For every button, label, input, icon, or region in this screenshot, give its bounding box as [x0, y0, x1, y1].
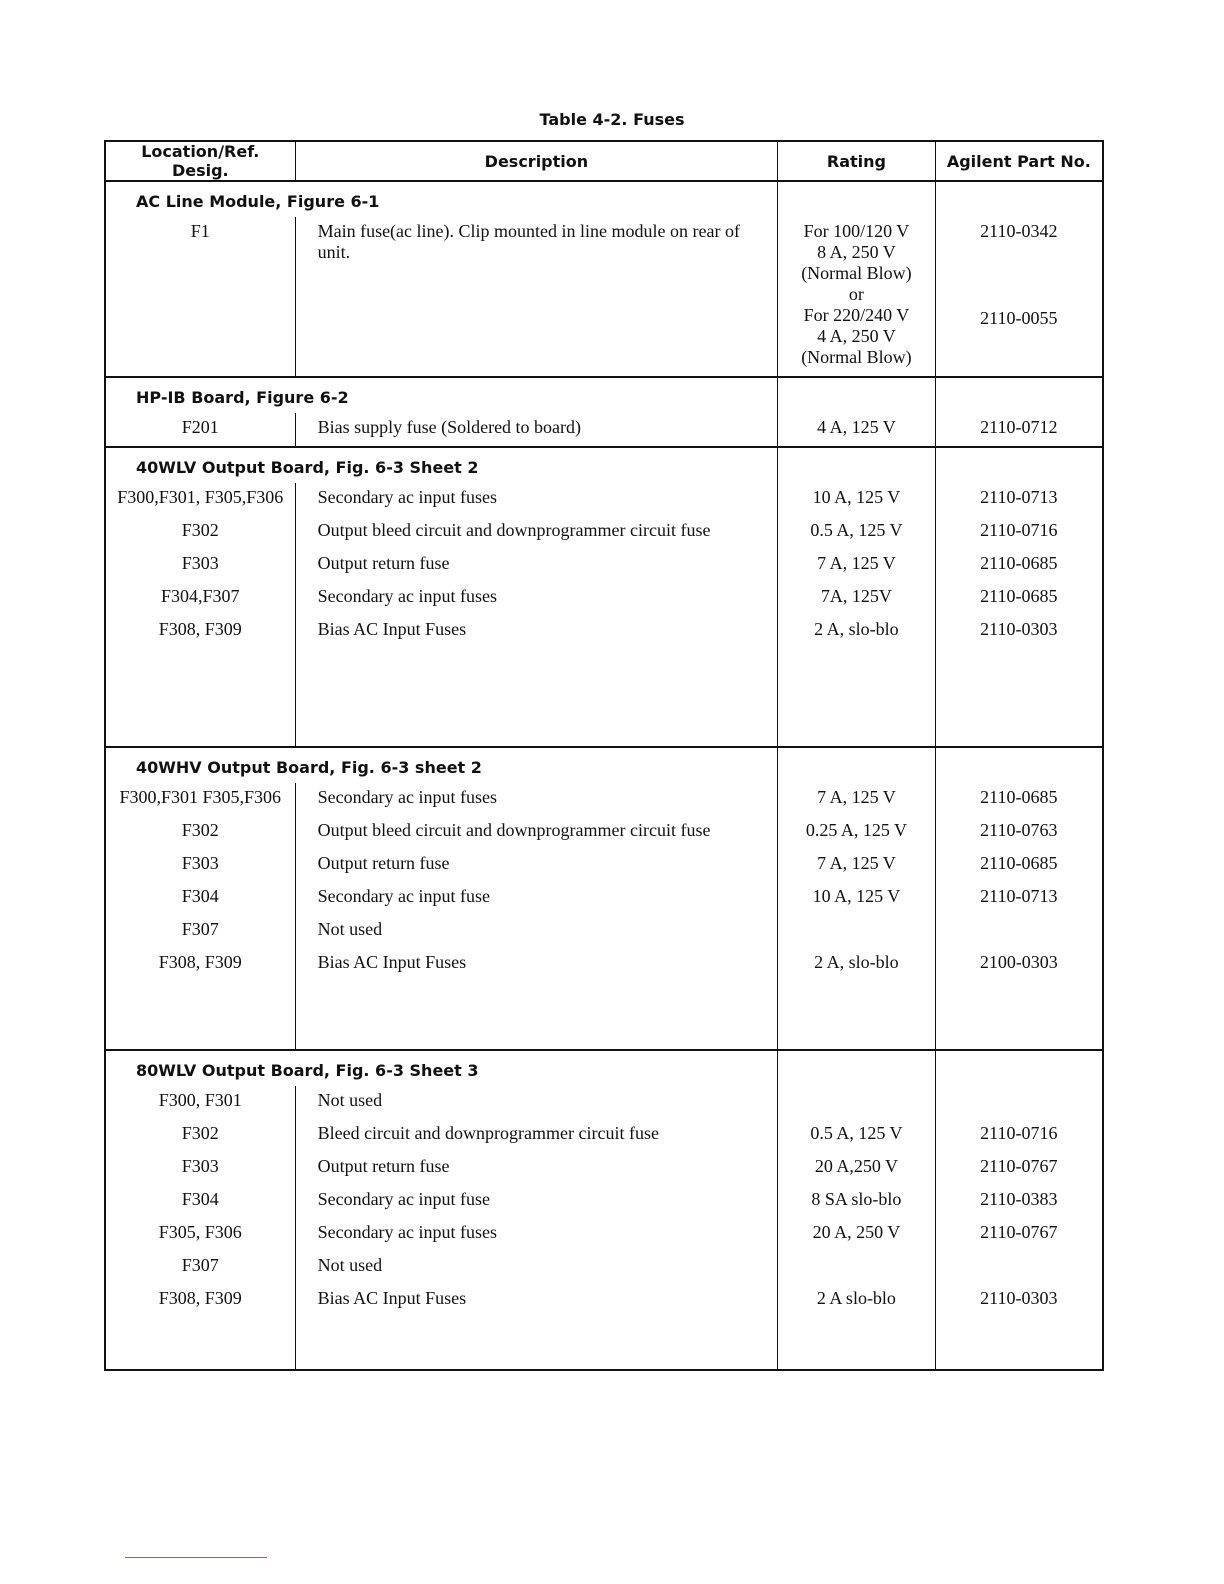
fuse-rating: 2 A slo-blo	[778, 1284, 935, 1317]
ref-designator: F300,F301 F305,F306	[119, 787, 282, 807]
fuse-rating-line: or	[848, 284, 864, 304]
table-row	[105, 1086, 1103, 1119]
ref-designator: F304,F307	[161, 586, 240, 606]
table-row	[105, 882, 1103, 915]
agilent-part-number: 2110-0716	[935, 1119, 1103, 1152]
ref-designator: F300,F301, F305,F306	[117, 487, 284, 507]
spacer-cell	[778, 981, 935, 1050]
fuse-rating	[778, 1251, 935, 1284]
table-row	[105, 217, 1103, 377]
table-row	[105, 516, 1103, 549]
spacer-cell	[935, 981, 1103, 1050]
table-row	[105, 413, 1103, 447]
section-heading: HP-IB Board, Figure 6-2	[105, 377, 778, 413]
agilent-part-number: 2110-0767	[935, 1152, 1103, 1185]
spacer-cell	[935, 1317, 1103, 1370]
fuse-rating: 20 A, 250 V	[778, 1218, 935, 1251]
ref-designator: F307	[181, 919, 219, 939]
section-heading: 40WLV Output Board, Fig. 6-3 Sheet 2	[105, 447, 778, 483]
fuse-rating: 2 A, slo-blo	[778, 615, 935, 648]
spacer-cell	[295, 981, 778, 1050]
fuse-description: Output bleed circuit and downprogrammer circuit fuse	[295, 816, 778, 849]
fuse-description: Secondary ac input fuse	[295, 882, 778, 915]
table-row	[105, 1284, 1103, 1317]
table-row	[105, 1119, 1103, 1152]
fuse-rating: 0.5 A, 125 V	[778, 516, 935, 549]
column-header-part-number: Agilent Part No.	[935, 141, 1103, 181]
section-heading-rating-blank	[778, 377, 935, 413]
section-header-row	[105, 447, 1103, 483]
section	[105, 747, 1103, 1050]
fuse-description: Output bleed circuit and downprogrammer circuit fuse	[295, 516, 778, 549]
fuse-rating	[778, 217, 935, 377]
fuse-rating: 2 A, slo-blo	[778, 948, 935, 981]
agilent-part-number: 2110-0767	[935, 1218, 1103, 1251]
fuse-rating: 7 A, 125 V	[778, 783, 935, 816]
table-row	[105, 615, 1103, 648]
table-row	[105, 915, 1103, 948]
table-row	[105, 1152, 1103, 1185]
section-header-row	[105, 747, 1103, 783]
spacer-row	[105, 648, 1103, 747]
ref-designator: F302	[181, 520, 219, 540]
section-header-row	[105, 1050, 1103, 1086]
table-row	[105, 549, 1103, 582]
fuse-rating: 7 A, 125 V	[778, 849, 935, 882]
spacer-cell	[778, 1317, 935, 1370]
fuse-rating: 10 A, 125 V	[778, 882, 935, 915]
spacer-cell	[105, 1317, 295, 1370]
table-header	[105, 141, 1103, 181]
fuse-description: Not used	[295, 915, 778, 948]
fuse-description: Output return fuse	[295, 549, 778, 582]
table-row	[105, 1185, 1103, 1218]
part-number-line: 2110-0055	[980, 308, 1058, 328]
section	[105, 377, 1103, 447]
fuse-rating-line: For 220/240 V	[803, 305, 910, 325]
fuse-rating: 4 A, 125 V	[778, 413, 935, 447]
agilent-part-number: 2110-0712	[935, 413, 1103, 447]
agilent-part-number: 2110-0685	[935, 783, 1103, 816]
spacer-cell	[105, 648, 295, 747]
section-header-row	[105, 377, 1103, 413]
agilent-part-number	[935, 915, 1103, 948]
spacer-cell	[295, 1317, 778, 1370]
agilent-part-number: 2110-0716	[935, 516, 1103, 549]
agilent-part-number: 2110-0713	[935, 483, 1103, 516]
ref-designator: F308, F309	[158, 1288, 242, 1308]
section	[105, 447, 1103, 747]
ref-designator: F308, F309	[158, 952, 242, 972]
agilent-part-number	[935, 1086, 1103, 1119]
table-row	[105, 783, 1103, 816]
fuse-rating-line: (Normal Blow)	[801, 263, 912, 283]
agilent-part-number: 2110-0685	[935, 582, 1103, 615]
fuse-rating: 7 A, 125 V	[778, 549, 935, 582]
agilent-part-number	[935, 217, 1103, 377]
fuse-description: Secondary ac input fuses	[295, 483, 778, 516]
ref-designator: F302	[181, 1123, 219, 1143]
fuse-rating: 8 SA slo-blo	[778, 1185, 935, 1218]
section	[105, 181, 1103, 377]
ref-designator: F304	[181, 886, 219, 906]
section-heading-part-blank	[935, 447, 1103, 483]
agilent-part-number: 2110-0763	[935, 816, 1103, 849]
table-row	[105, 948, 1103, 981]
ref-designator: F302	[181, 820, 219, 840]
footer-rule	[125, 1557, 267, 1558]
section-header-row	[105, 181, 1103, 217]
agilent-part-number: 2110-0685	[935, 849, 1103, 882]
fuse-description: Output return fuse	[295, 1152, 778, 1185]
section-heading-rating-blank	[778, 747, 935, 783]
agilent-part-number: 2110-0685	[935, 549, 1103, 582]
section-heading: 80WLV Output Board, Fig. 6-3 Sheet 3	[105, 1050, 778, 1086]
fuse-description: Output return fuse	[295, 849, 778, 882]
agilent-part-number	[935, 1251, 1103, 1284]
agilent-part-number: 2110-0303	[935, 615, 1103, 648]
agilent-part-number: 2100-0303	[935, 948, 1103, 981]
fuse-description: Not used	[295, 1086, 778, 1119]
agilent-part-number: 2110-0713	[935, 882, 1103, 915]
fuse-rating: 7A, 125V	[778, 582, 935, 615]
fuse-description: Bias supply fuse (Soldered to board)	[295, 413, 778, 447]
ref-designator: F300, F301	[158, 1090, 242, 1110]
table-row	[105, 1218, 1103, 1251]
ref-designator: F1	[190, 221, 210, 241]
fuse-description: Secondary ac input fuse	[295, 1185, 778, 1218]
section-heading: 40WHV Output Board, Fig. 6-3 sheet 2	[105, 747, 778, 783]
fuse-rating: 0.5 A, 125 V	[778, 1119, 935, 1152]
fuse-description: Bias AC Input Fuses	[295, 615, 778, 648]
section-heading-part-blank	[935, 181, 1103, 217]
table-title: Table 4-2. Fuses	[539, 110, 685, 129]
fuse-description: Bias AC Input Fuses	[295, 948, 778, 981]
ref-designator: F304	[181, 1189, 219, 1209]
ref-designator: F201	[181, 417, 219, 437]
table-row	[105, 483, 1103, 516]
column-header-rating: Rating	[778, 141, 935, 181]
fuse-rating	[778, 1086, 935, 1119]
column-header-location: Location/Ref. Desig.	[105, 141, 295, 181]
ref-designator: F303	[181, 553, 219, 573]
section-heading-rating-blank	[778, 1050, 935, 1086]
section-heading: AC Line Module, Figure 6-1	[105, 181, 778, 217]
fuse-rating: 20 A,250 V	[778, 1152, 935, 1185]
ref-designator: F308, F309	[158, 619, 242, 639]
part-number-line: 2110-0342	[980, 221, 1058, 241]
fuse-rating-line: (Normal Blow)	[801, 347, 912, 367]
ref-designator: F303	[181, 1156, 219, 1176]
ref-designator: F303	[181, 853, 219, 873]
spacer-cell	[105, 981, 295, 1050]
fuse-description: Secondary ac input fuses	[295, 783, 778, 816]
fuse-rating: 10 A, 125 V	[778, 483, 935, 516]
ref-designator: F305, F306	[158, 1222, 242, 1242]
fuse-rating: 0.25 A, 125 V	[778, 816, 935, 849]
header-row	[105, 141, 1103, 181]
section-heading-rating-blank	[778, 447, 935, 483]
spacer-cell	[778, 648, 935, 747]
spacer-row	[105, 1317, 1103, 1370]
spacer-cell	[935, 648, 1103, 747]
fuse-rating-line: 8 A, 250 V	[817, 242, 896, 262]
fuse-description: Secondary ac input fuses	[295, 582, 778, 615]
agilent-part-number: 2110-0383	[935, 1185, 1103, 1218]
table-row	[105, 849, 1103, 882]
section-heading-part-blank	[935, 377, 1103, 413]
table-row	[105, 816, 1103, 849]
ref-designator: F307	[181, 1255, 219, 1275]
section-heading-part-blank	[935, 747, 1103, 783]
section-heading-part-blank	[935, 1050, 1103, 1086]
fuse-description: Bleed circuit and downprogrammer circuit fuse	[295, 1119, 778, 1152]
fuse-rating	[778, 915, 935, 948]
table-row	[105, 1251, 1103, 1284]
fuse-description: Main fuse(ac line). Clip mounted in line module on rear of unit.	[295, 217, 778, 377]
table-row	[105, 582, 1103, 615]
fuses-table	[104, 140, 1104, 1371]
section	[105, 1050, 1103, 1370]
fuse-rating-line: 4 A, 250 V	[817, 326, 896, 346]
spacer-row	[105, 981, 1103, 1050]
fuse-rating-line: For 100/120 V	[803, 221, 910, 241]
spacer-cell	[295, 648, 778, 747]
agilent-part-number: 2110-0303	[935, 1284, 1103, 1317]
section-heading-rating-blank	[778, 181, 935, 217]
fuse-description: Secondary ac input fuses	[295, 1218, 778, 1251]
fuse-description: Not used	[295, 1251, 778, 1284]
column-header-description: Description	[295, 141, 778, 181]
fuse-description: Bias AC Input Fuses	[295, 1284, 778, 1317]
